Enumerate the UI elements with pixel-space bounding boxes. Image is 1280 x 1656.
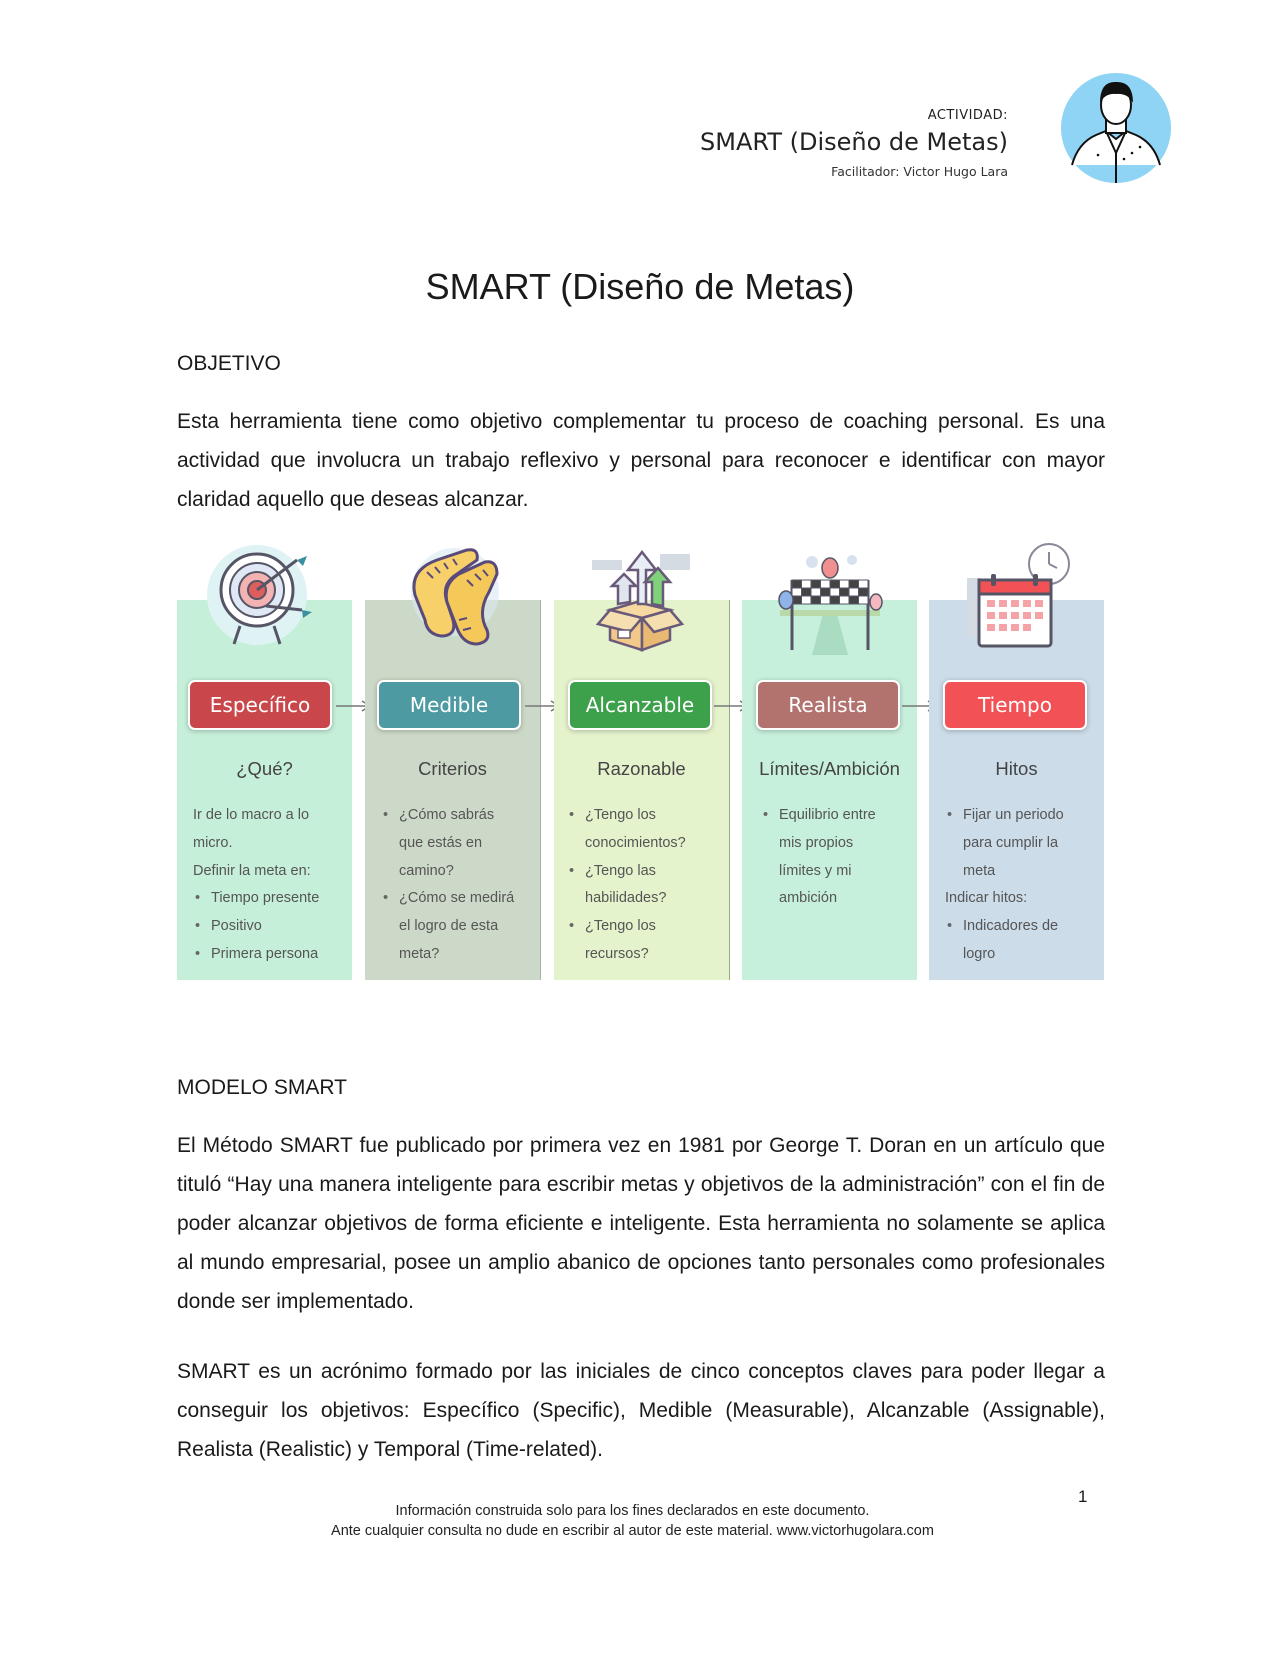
page-title: SMART (Diseño de Metas) <box>425 266 855 307</box>
subtitle-especifico: ¿Qué? <box>236 758 293 779</box>
objetivo-paragraph: Esta herramienta tiene como objetivo complementar tu proceso de coaching personal. Es una actividad que involucra un trabajo reflexivo y personal para reconocer e identificar con mayor claridad aquello que deseas alcanzar. <box>177 410 1105 511</box>
body-medible <box>381 802 514 969</box>
list-item: • ¿Tengo los <box>567 802 686 830</box>
list-item: micro. <box>193 834 233 851</box>
subtitle-alcanzable: Razonable <box>597 758 686 779</box>
list-item: • ¿Cómo sabrás <box>381 802 514 830</box>
list-item: habilidades? <box>585 890 667 907</box>
list-item: recursos? <box>585 945 649 962</box>
list-item: Ir de lo macro a lo <box>193 807 310 823</box>
finish-line-icon <box>772 540 887 655</box>
subtitle-realista: Límites/Ambición <box>759 758 900 779</box>
pill-medible: Medible <box>379 682 519 728</box>
smart-infographic <box>177 540 1103 980</box>
list-item: ambición <box>779 890 838 907</box>
body-tiempo <box>945 802 1064 969</box>
list-item: conocimientos? <box>585 834 686 851</box>
pill-especifico: Específico <box>190 682 330 728</box>
ruler-icon <box>397 540 512 655</box>
list-item: Definir la meta en: <box>193 862 311 879</box>
list-item: camino? <box>399 862 454 879</box>
list-item: • Positivo <box>193 913 319 941</box>
subtitle-medible: Criterios <box>418 758 487 779</box>
modelo-heading: MODELO SMART <box>177 1076 347 1099</box>
pill-realista: Realista <box>758 682 898 728</box>
footer-line-2: Ante cualquier consulta no dude en escribir al autor de este material. www.victorhugolara.com <box>331 1523 934 1539</box>
footer-line-1: Información construida solo para los fines declarados en este documento. <box>395 1503 870 1519</box>
list-item: • Fijar un periodo <box>945 802 1064 830</box>
modelo-paragraph-1: El Método SMART fue publicado por primera vez en 1981 por George T. Doran en un artículo que tituló “Hay una manera inteligente para escribir metas y objetivos de la administración” con el fin de poder alcanzar objetivos de forma eficiente e inteligente. Esta herramienta no solamente se aplica al mundo empresarial, posee un amplio abanico de opciones tanto personales como profesionales donde ser implementado. <box>177 1134 1105 1313</box>
list-item: para cumplir la <box>963 834 1059 851</box>
avatar <box>1058 73 1174 183</box>
activity-label: ACTIVIDAD: <box>927 108 1008 123</box>
list-item: • ¿Cómo se medirá <box>381 885 514 913</box>
list-item: Indicar hitos: <box>945 890 1028 907</box>
list-item: • Equilibrio entre <box>761 802 876 830</box>
modelo-paragraph-2: SMART es un acrónimo formado por las iniciales de cinco conceptos claves para poder llegar a conseguir los objetivos: Específico (Specific), Medible (Measurable), Alcanzable (Assignable), Realista (Realistic) y Temporal (Time-related). <box>177 1360 1105 1461</box>
target-icon <box>202 540 317 655</box>
list-item: • ¿Tengo las <box>567 858 686 886</box>
column-realista <box>742 600 917 980</box>
list-item: meta? <box>399 945 440 962</box>
list-item: • Tiempo presente <box>193 885 319 913</box>
header-title: SMART (Diseño de Metas) <box>700 128 1008 156</box>
list-item: • Primera persona <box>193 941 319 969</box>
list-item: mis propios <box>779 834 854 851</box>
list-item: meta <box>963 862 996 879</box>
pill-tiempo: Tiempo <box>945 682 1085 728</box>
pill-alcanzable: Alcanzable <box>570 682 710 728</box>
objetivo-heading: OBJETIVO <box>177 352 281 375</box>
list-item: logro <box>963 945 996 962</box>
list-item: que estás en <box>399 834 483 851</box>
list-item: • Indicadores de <box>945 913 1064 941</box>
subtitle-tiempo: Hitos <box>995 758 1038 779</box>
list-item: el logro de esta <box>399 918 499 935</box>
box-arrows-icon <box>582 540 697 655</box>
calendar-icon <box>957 540 1072 655</box>
body-realista <box>761 802 876 913</box>
page-number: 1 <box>1078 1487 1088 1506</box>
body-especifico <box>193 802 319 969</box>
body-alcanzable <box>567 802 686 969</box>
list-item: • ¿Tengo los <box>567 913 686 941</box>
list-item: límites y mi <box>779 862 852 879</box>
facilitator-line: Facilitador: Victor Hugo Lara <box>831 164 1008 179</box>
